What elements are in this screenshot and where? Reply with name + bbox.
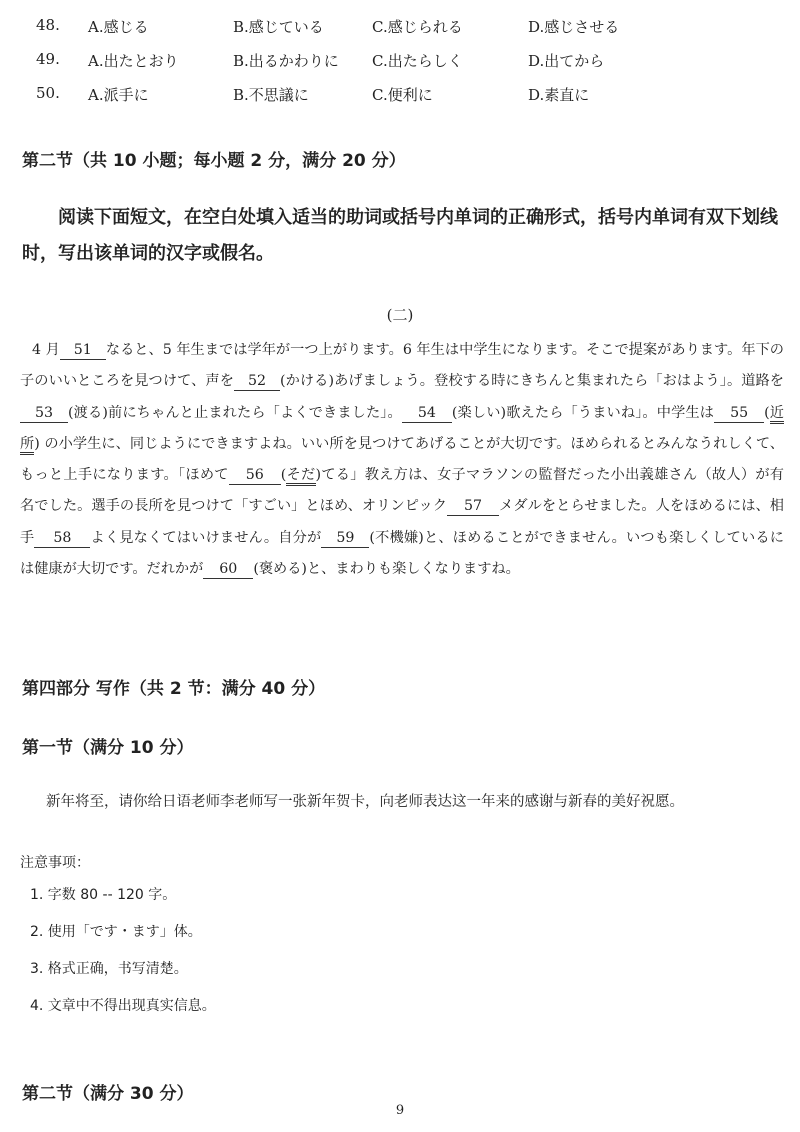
question-number: 49. bbox=[36, 50, 60, 68]
passage-segment: )てる」教え方は、女子マラソンの監督だった小出義雄さん（故人）が有名でした。選手の長所を見つけて「すごい」とほめ、オリンピック bbox=[20, 467, 784, 515]
passage-segment: (かける)あげましょう。登校する時にきちんと集まれたら「おはよう」。道路を bbox=[279, 373, 784, 390]
question-number: 48. bbox=[36, 16, 60, 34]
option-b: B.出るかわりに bbox=[233, 52, 339, 70]
option-d: D.感じさせる bbox=[528, 18, 620, 36]
blank-54: 54 bbox=[402, 404, 452, 423]
blank-59: 59 bbox=[321, 529, 369, 548]
section1-heading: 第一节（满分 10 分） bbox=[22, 738, 194, 758]
passage-segment: よく見なくてはいけません。自分が bbox=[90, 529, 322, 546]
option-d: D.出てから bbox=[528, 52, 605, 70]
blank-58: 58 bbox=[34, 529, 90, 548]
passage-segment: (不機嫌)と、ほめることができません。いつも楽しくしているには健康が大切です。だれかが bbox=[20, 529, 784, 578]
option-row-49 bbox=[0, 46, 800, 80]
option-b: B.不思議に bbox=[233, 86, 309, 104]
blank-60: 60 bbox=[203, 560, 253, 579]
note-item: 4. 文章中不得出现真实信息。 bbox=[30, 998, 216, 1014]
note-item: 2. 使用「です・ます」体。 bbox=[30, 924, 202, 940]
option-row-50 bbox=[0, 80, 800, 114]
passage-segment: ( bbox=[280, 467, 287, 484]
option-b: B.感じている bbox=[233, 18, 324, 36]
passage-segment: ) の小学生に、同じようにできますよね。いい所を見つけてあげることが大切です。ほめられるとみんなうれしくて、もっと上手になります。「ほめて bbox=[20, 435, 784, 484]
blank-57: 57 bbox=[447, 497, 499, 516]
option-c: C.出たらしく bbox=[372, 52, 463, 70]
passage-segment: (褒める)と、まわりも楽しくなりますね。 bbox=[253, 561, 520, 578]
passage-segment: 4 月 bbox=[32, 342, 60, 358]
note-item: 1. 字数 80 -- 120 字。 bbox=[30, 887, 177, 903]
passage-segment: なると、5 年生までは学年が一つ上がります。6 年生は中学生になります。そこで提案があります。年下の子のいいところを見つけて、声を bbox=[20, 342, 784, 390]
passage-text bbox=[20, 335, 784, 585]
choice-options bbox=[0, 12, 800, 114]
passage-segment: ( bbox=[764, 404, 770, 421]
page-number: 9 bbox=[395, 1103, 405, 1118]
writing-task: 新年将至，请你给日语老师李老师写一张新年贺卡，向老师表达这一年来的感谢与新春的美好祝愿。 bbox=[46, 794, 684, 810]
option-c: C.感じられる bbox=[372, 18, 463, 36]
part4-heading: 第四部分 写作（共 2 节：满分 40 分） bbox=[22, 679, 326, 699]
instruction-text: 阅读下面短文，在空白处填入适当的助词或括号内单词的正确形式，括号内单词有双下划线时，写出该单词的汉字或假名。 bbox=[22, 207, 778, 264]
section2b-heading: 第二节（满分 30 分） bbox=[22, 1084, 194, 1104]
option-a: A.感じる bbox=[88, 18, 149, 36]
option-a: A.派手に bbox=[88, 86, 149, 104]
notes-list bbox=[30, 884, 216, 1032]
notes-title: 注意事项： bbox=[20, 855, 90, 871]
option-row-48 bbox=[0, 12, 800, 46]
passage-segment: (楽しい)歌えたら「うまいね」。中学生は bbox=[451, 404, 715, 421]
blank-51: 51 bbox=[60, 341, 106, 360]
double-underlined-word: 近所 bbox=[20, 405, 784, 455]
option-a: A.出たとおり bbox=[88, 52, 179, 70]
option-d: D.素直に bbox=[528, 86, 590, 104]
blank-56: 56 bbox=[229, 466, 281, 485]
passage-title: (二) bbox=[386, 306, 414, 324]
blank-55: 55 bbox=[714, 404, 764, 423]
option-c: C.便利に bbox=[372, 86, 433, 104]
blank-52: 52 bbox=[234, 372, 280, 391]
double-underlined-word: そだ bbox=[286, 467, 315, 486]
blank-53: 53 bbox=[20, 404, 68, 423]
question-number: 50. bbox=[36, 84, 60, 102]
passage-segment: メダルをとらせました。人をほめるには、相手 bbox=[20, 498, 784, 546]
passage-segment: (渡る)前にちゃんと止まれたら「よくできました」。 bbox=[68, 404, 402, 421]
section2-heading: 第二节（共 10 小题；每小题 2 分，满分 20 分） bbox=[22, 151, 406, 171]
note-item: 3. 格式正确，书写清楚。 bbox=[30, 961, 188, 977]
